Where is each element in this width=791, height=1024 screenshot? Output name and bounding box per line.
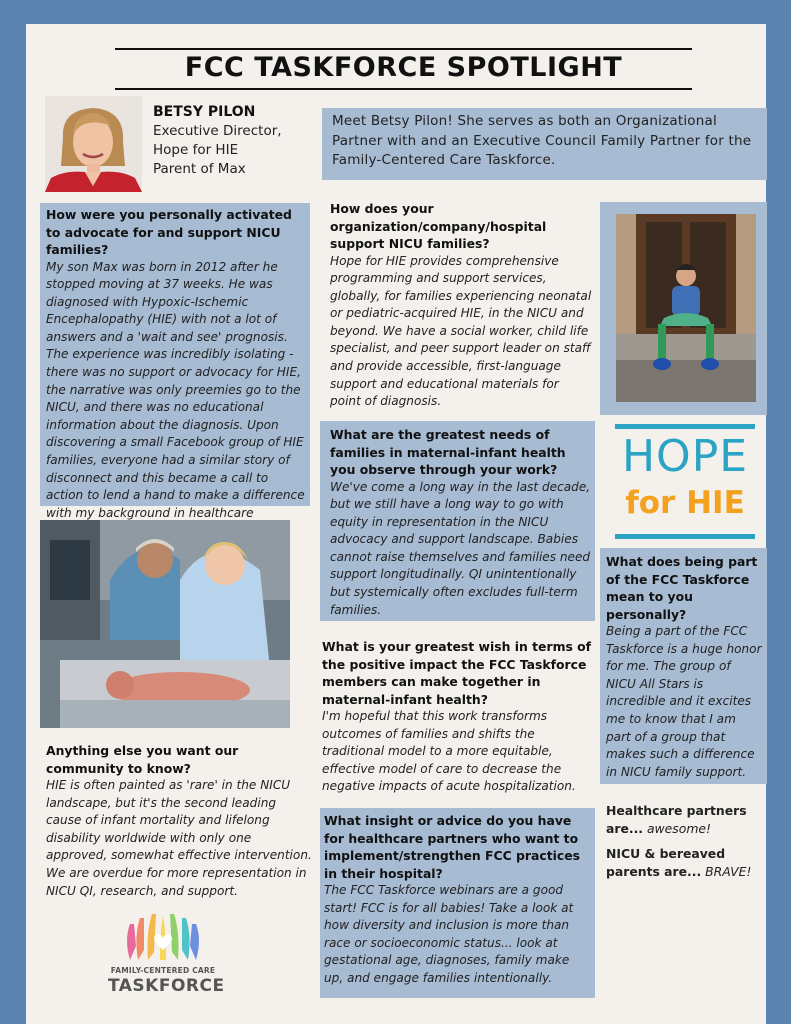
answer-support: Hope for HIE provides comprehensive programming and support services, globally, for families experiencing neonatal or pediatric-acquired HIE, in the NICU and beyond. We have a social worker, child life specialist, and peer support leader on staff and provide accessible, first-language support and educational materials for point of diagnosis. — [330, 253, 592, 409]
profile-role-2: Hope for HIE — [153, 142, 239, 158]
qa-block-support — [330, 200, 592, 411]
fcc-logo-line2: TASKFORCE — [108, 976, 225, 996]
question-meaning: What does being part of the FCC Taskforce mean to you personally? — [606, 554, 758, 622]
qa-block-community — [46, 742, 314, 900]
profile-block — [153, 104, 318, 179]
photo-max — [616, 214, 756, 402]
title-rule-top — [115, 48, 692, 50]
answer-community: HIE is often painted as 'rare' in the NICU landscape, but it's the second leading cause of infant mortality and lifelong disability worldwide with only one approved, somewhat effective intervention. We are overdue for more representation in NICU QI, research, and support. — [46, 778, 312, 898]
question-wish: What is your greatest wish in terms of the positive impact the FCC Taskforce members can make together in maternal-infant health? — [322, 639, 592, 707]
question-support: How does your organization/company/hospital support NICU families? — [330, 201, 547, 251]
photo-nicu-family — [40, 520, 290, 728]
intro-box — [322, 108, 767, 180]
photo-frame-max — [600, 202, 767, 415]
hope-for-hie-logo — [615, 424, 755, 541]
closing-parents-value: BRAVE! — [705, 863, 752, 879]
question-community: Anything else you want our community to know? — [46, 743, 239, 776]
hope-logo-word: HOPE — [621, 431, 749, 482]
profile-role-3: Parent of Max — [153, 161, 246, 177]
qa-box-meaning — [600, 548, 767, 784]
hands-heart-icon — [122, 910, 204, 964]
qa-block-wish — [322, 638, 594, 796]
qa-box-needs — [320, 421, 595, 621]
closing-healthcare — [606, 802, 756, 837]
portrait-photo — [45, 96, 142, 192]
question-needs: What are the greatest needs of families in maternal-infant health you observe through your work? — [330, 427, 566, 477]
profile-role-1: Executive Director, — [153, 123, 282, 139]
qa-box-advice — [320, 808, 595, 998]
question-activation: How were you personally activated to advocate for and support NICU families? — [46, 207, 292, 257]
answer-needs: We've come a long way in the last decade, but we still have a long way to go with equity in representation in the NICU advocacy and support landscape. Babies cannot raise themselves and families need support longitudinally. QI unintentionally but systemically often excludes full-term families. — [330, 479, 591, 617]
qa-box-activation — [40, 203, 310, 520]
closing-healthcare-value: awesome! — [646, 820, 711, 836]
intro-text: Meet Betsy Pilon! She serves as both an Organizational Partner with and an Executive Council Family Partner for the Family-Centered Care Taskforce. — [332, 113, 752, 168]
fcc-taskforce-logo — [108, 910, 225, 998]
fcc-logo-line1: FAMILY-CENTERED CARE — [110, 966, 216, 975]
closing-healthcare-label: Healthcare partners are... — [606, 803, 747, 836]
closing-parents-label: NICU & bereaved parents are... — [606, 846, 726, 879]
answer-activation: My son Max was born in 2012 after he stopped moving at 37 weeks. He was diagnosed with Hypoxic-Ischemic Encephalopathy (HIE) with not a lot of answers and a 'wait and see' prognosis. The experience was incredibly isolating - there was no support or advocacy for HIE, the narrative was only preemies go to the NICU, and there was no educational information about the diagnosis. Upon discovering a small Facebook group of HIE families, everyone had a similar story of disconnect and this became a call to action to lend a hand to make a difference with my background in healthcare — [46, 259, 305, 520]
answer-meaning: Being a part of the FCC Taskforce is a huge honor for me. The group of NICU All Stars is incredible and it excites me to know that I am part of a group that makes such a difference in NICU family support. — [606, 624, 762, 779]
closing-parents — [606, 845, 756, 880]
answer-advice: The FCC Taskforce webinars are a good start! FCC is for all babies! Take a look at how diversity and inclusion is more than race or socioeconomic status... look at gestational age, diagnoses, family make up, and engage families intentionally. — [324, 883, 574, 985]
title-rule-bottom — [115, 88, 692, 90]
hope-logo-subword: for HIE — [625, 485, 745, 521]
answer-wish: I'm hopeful that this work transforms outcomes of families and shifts the traditional model to a more equitable, effective model of care to decrease the negative impacts of acute hospitalization. — [322, 709, 576, 794]
profile-name: BETSY PILON — [153, 104, 256, 120]
page-title: FCC TASKFORCE SPOTLIGHT — [184, 52, 623, 83]
question-advice: What insight or advice do you have for healthcare partners who want to implement/strengthen FCC practices in their hospital? — [324, 813, 580, 881]
